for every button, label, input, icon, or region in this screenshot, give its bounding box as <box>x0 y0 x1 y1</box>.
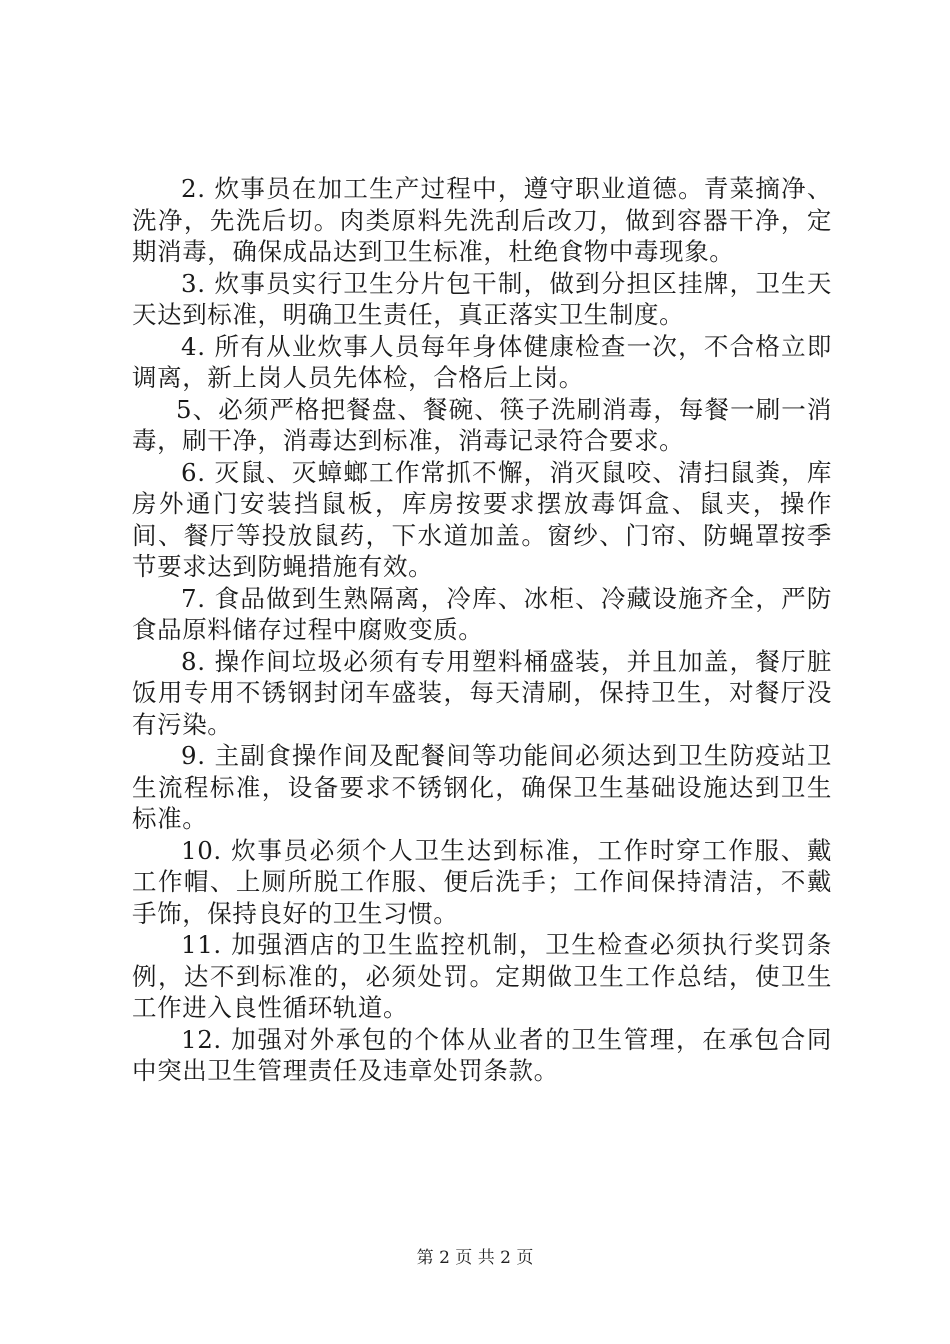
paragraph-item-10: 10. 炊事员必须个人卫生达到标准，工作时穿工作服、戴工作帽、上厕所脱工作服、便后洗手；工作间保持清洁，不戴手饰，保持良好的卫生习惯。 <box>132 835 832 928</box>
paragraph-item-7: 7. 食品做到生熟隔离，冷库、冰柜、冷藏设施齐全，严防食品原料储存过程中腐败变质。 <box>132 583 832 644</box>
page-number-footer: 第 2 页 共 2 页 <box>416 1248 534 1268</box>
paragraph-item-9: 9. 主副食操作间及配餐间等功能间必须达到卫生防疫站卫生流程标准，设备要求不锈钢化，确保卫生基础设施达到卫生标准。 <box>132 741 832 833</box>
paragraph-item-2: 2. 炊事员在加工生产过程中，遵守职业道德。青菜摘净、洗净，先洗后切。肉类原料先洗刮后改刀，做到容器干净，定期消毒，确保成品达到卫生标准，杜绝食物中毒现象。 <box>132 174 832 266</box>
paragraph-item-11: 11. 加强酒店的卫生监控机制，卫生检查必须执行奖罚条例，达不到标准的，必须处罚。定期做卫生工作总结，使卫生工作进入良性循环轨道。 <box>132 930 832 1022</box>
paragraph-item-12: 12. 加强对外承包的个体从业者的卫生管理，在承包合同中突出卫生管理责任及违章处罚条款。 <box>132 1024 832 1085</box>
paragraph-item-5: 5、必须严格把餐盘、餐碗、筷子洗刷消毒，每餐一刷一消毒，刷干净，消毒达到标准，消毒记录符合要求。 <box>132 394 832 455</box>
paragraph-item-8: 8. 操作间垃圾必须有专用塑料桶盛装，并且加盖，餐厅脏饭用专用不锈钢封闭车盛装，每天清刷，保持卫生，对餐厅没有污染。 <box>132 646 832 739</box>
paragraph-item-3: 3. 炊事员实行卫生分片包干制，做到分担区挂牌，卫生天天达到标准，明确卫生责任，真正落实卫生制度。 <box>132 268 832 329</box>
paragraph-item-4: 4. 所有从业炊事人员每年身体健康检查一次，不合格立即调离，新上岗人员先体检，合格后上岗。 <box>132 331 832 392</box>
paragraph-item-6: 6. 灭鼠、灭蟑螂工作常抓不懈，消灭鼠咬、清扫鼠粪，库房外通门安装挡鼠板，库房按要求摆放毒饵盒、鼠夹，操作间、餐厅等投放鼠药，下水道加盖。窗纱、门帘、防蝇罩按季节要求达到防蝇措施有效。 <box>132 457 832 581</box>
document-body <box>132 173 832 1087</box>
